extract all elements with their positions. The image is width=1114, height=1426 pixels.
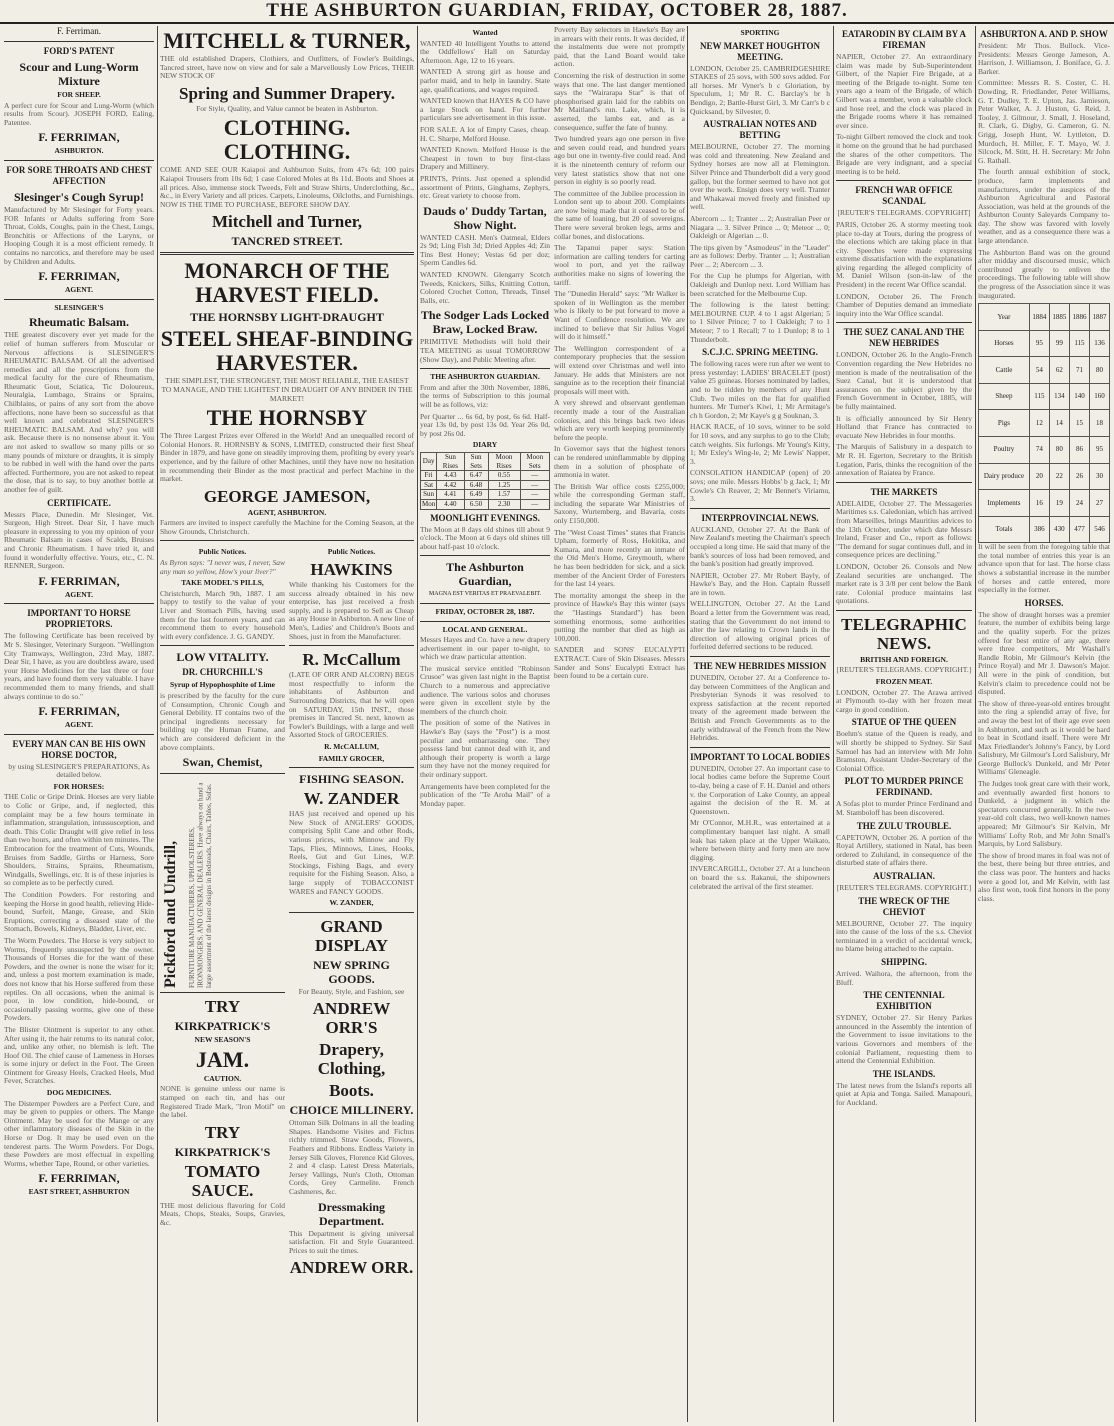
sub-column bbox=[554, 26, 685, 811]
column-5 bbox=[836, 26, 972, 1422]
body-text: LONDON, October 25. CAMBRIDGESHIRE STAKES of 25 sovs, with 500 sovs added. For all horses. Mr Vyner's b c Gloriation, by Speculum, 1; Mr R. C. Barclay's br h Bendigo, 2; Battle-Hurst Girl, 3. Mr Carr's b c Quicksand, by Silvester, 0. bbox=[690, 63, 830, 116]
swan-chemist: Swan, Chemist, bbox=[182, 755, 263, 770]
entries-table: Year 1884 1885 1886 1887 Horses 95 99 115 136 Cattle 54 62 71 80 Sheep 115 134 140 160 Pigs 12 14 15 18 Poultry 74 80 86 95 Dairy produce 20 22 26 30 Implements 16 19 24 27 Totals 386 430 477 546 bbox=[978, 303, 1110, 543]
fishing-season: FISHING SEASON. bbox=[299, 772, 404, 787]
classified: WANTED KNOWN. Glengarry Scotch Tweeds, Knickers, Silks, Knitting Cotton, Colored Crochet Cotton, Threads, Tinsel Balls, etc. bbox=[420, 270, 550, 305]
pickford-block bbox=[160, 778, 285, 988]
cough-title: Slesinger's Cough Syrup! bbox=[13, 189, 145, 204]
sub-column bbox=[420, 26, 550, 811]
islands: THE ISLANDS. bbox=[872, 1068, 936, 1079]
sub-column bbox=[160, 545, 285, 1279]
zander: W. ZANDER bbox=[303, 789, 400, 809]
moonlight: MOONLIGHT EVENINGS. bbox=[430, 512, 540, 523]
kirkpatrick-2: KIRKPATRICK'S bbox=[174, 1144, 271, 1159]
wreck: THE WRECK OF THE CHEVIOT bbox=[858, 895, 950, 917]
body-text: The "West Coast Times" states that Francis Upham, formerly of Ross, Hokitika, and Kumara, and more recently an inmate of the Old Men's Home, Greymouth, where he has been bedridden for sick, and a sick member of the Ancient Order of Foresters for the last 14 years. bbox=[554, 527, 685, 589]
body-text: President: Mr Thos. Bullock. Vice-Presidents: Messrs George Jameson, A. Harrison, J. Williamson, J. Boniface, G. J. Barker. bbox=[978, 41, 1110, 76]
body-text: The show of three-year-old entires brought into the ring a splendid array of five, for and away the best lot of their age ever seen in Ashburton, and such as it would be hard to beat in Scotland itself. There were Mr Max Friedlander's Johnny's Fancy, by Lord Salisbury, Mr Gilmour's Lord Salisbury, Mr George Bullock's Dunkeld, and Mr Peter Williams' Gleneagle. bbox=[978, 698, 1110, 777]
masthead-title: THE ASHBURTON GUARDIAN, FRIDAY, OCTOBER 28, 1887. bbox=[266, 0, 848, 21]
take-pills: TAKE MODEL'S PILLS, bbox=[181, 578, 264, 588]
body-text: LONDON, October 26. The French Chamber of Deputies demand an immediate inquiry into the War Office scandal. bbox=[836, 291, 972, 318]
body-text: It is officially announced by Sir Henry Holland that France has contracted to evacuate New Hebrides in four months. bbox=[836, 413, 972, 440]
body-text: It will be seen from the foregoing table that the total number of entries this year is an advance upon that for last. The horse class shows a substantial increase in the number of horses and cattle entered, more especially in the former. bbox=[978, 542, 1110, 595]
body-text: Ottoman Silk Dolmans in all the leading Shapes. Handsome Visites and Fichus richly trimmed. Straw Goods, Flowers, Feathers and Ribbons. Endless Variety in Jersey Silk Gloves, Florence Kid Gloves, 2 and 4 clasp. Latest Dress Materials, Jersey Vallings, Nun's Cloth, Ottoman Cords, Grey Carmelite. French Cashmeres, &c. bbox=[289, 1118, 414, 1197]
body-text: Messrs Hayes and Co. have a new drapery advertisement in our paper to-night, to which we draw particular attention. bbox=[420, 635, 550, 662]
body-text: From and after the 30th November, 1886, the terms of Subscription to this journal will be as follows, viz: bbox=[420, 382, 550, 409]
body-text: NAPIER, October 27. Mr Robert Bayly, of Hawke's Bay, and the Hon. Captain Russell are in town. bbox=[690, 570, 830, 597]
hornsby-heading: THE HORNSBY bbox=[206, 405, 368, 431]
family-grocer: FAMILY GROCER, bbox=[318, 753, 385, 763]
body-text: LONDON, October 26. In the Anglo-French Convention regarding the New Hebrides no mention is made of the neutralisation of the Suez Canal, but it is understood that assurances on the subject given by the French Government in October, 1885, will be fully maintained. bbox=[836, 350, 972, 411]
column-rule bbox=[687, 26, 688, 1422]
balsam-title: Rheumatic Balsam. bbox=[29, 315, 129, 330]
andrew-orr-2: ANDREW ORR. bbox=[289, 1258, 414, 1278]
important-heading: IMPORTANT TO HORSE PROPRIETORS. bbox=[27, 608, 131, 630]
classified: WANTED 40 Intelligent Youths to attend the Oddfellows' Hall on Saturday Afternoon. Age, 12 to 16 years. bbox=[420, 38, 550, 65]
classified: WANTED CASH. Men's Oatmeal, Elders 2s 9d; Ling Fish 3d; Dried Apples 4d; Zin Tins Best Honey; Vestas 6d per doz; Sperm Candles 6d. bbox=[420, 232, 550, 268]
public-notices: Public Notices. bbox=[198, 547, 247, 557]
body-text: The Moon at 8 days old shines till about 9 o'clock. The Moon at 6 days old shines till about half-past 10 o'clock. bbox=[420, 524, 550, 551]
body-text: A Sofas plot to murder Prince Ferdinand and M. Stamboloff has been discovered. bbox=[836, 799, 972, 817]
body-text: The Wellington correspondent of a contemporary prophecies that the session will extend over Christmas and well into January. He adds that Ministers are not sanguine as to the reception their financial proposals will meet with. bbox=[554, 343, 685, 396]
dauds-heading: Dauds o' Duddy Tartan, Show Night. bbox=[423, 203, 547, 232]
body-text: While thanking his Customers for the success already obtained in his new enterprise, has just received a fresh supply, and is prepared to Sell as Cheap as any House in Ashburton. A new line of Men's, Ladies' and Children's Boots and Shoes, just in from the Manufacturer. bbox=[289, 580, 414, 641]
newmarket: NEW MARKET HOUGHTON MEETING. bbox=[699, 40, 821, 62]
sporting: SPORTING bbox=[740, 28, 780, 37]
public-notices: Public Notices. bbox=[327, 547, 376, 557]
monarch-heading: MONARCH OF THE HARVEST FIELD. bbox=[184, 258, 390, 308]
body-text: The Blister Ointment is superior to any other. After using it, the hair returns to its natural color, and, unlike any other, no blemish is left. The Hoof Oil. The chief cause of Lameness in Horses is some injury or defect in the Foot. The Green Ointment for Greasy Heels, Cracked Heels, Mud Fever, Scratches. bbox=[4, 1024, 154, 1086]
body-text: MELBOURNE, October 27. The inquiry into the cause of the loss of the s.s. Cheviot terminated in a verdict of accidental wreck, no blame being attached to the captain. bbox=[836, 918, 972, 954]
ford-title: Scour and Lung-Worm Mixture bbox=[19, 60, 139, 88]
hawkins: HAWKINS bbox=[310, 560, 393, 580]
body-text: The mortality amongst the sheep in the province of Hawke's Bay this winter (says the "Hastings Standard") has been something enormous, some authorities putting the number that died as high as 100,000. bbox=[554, 590, 685, 643]
hornsby-light: THE HORNSBY LIGHT-DRAUGHT bbox=[190, 310, 384, 325]
body-text: For Style, Quality, and Value cannot be beaten in Ashburton. bbox=[196, 103, 378, 113]
guardian-head: THE ASHBURTON GUARDIAN. bbox=[430, 372, 540, 382]
body-text: NONE is genuine unless our name is stamped on each tin, and has our Registered Trade Mark, "Iron Motif" on the label. bbox=[160, 1084, 285, 1120]
body-text: Christchurch, March 9th, 1887. I am happy to testify to the value of your Liver and Stomach Pills, having used them for the last fourteen years, and can recommend them to every household with every confidence. J. G. GANDY. bbox=[160, 588, 285, 641]
body-text: Per Quarter ... 6s 6d, by post, 6s 6d. Half-year 13s 0d, by post 13s 0d. Year 26s 0d, by post 26s 0d. bbox=[420, 411, 550, 438]
horses-heading: HORSES. bbox=[1024, 597, 1064, 608]
body-text: PARIS, October 26. A stormy meeting took place to-day at Tours, during the progress of the elections which are taking place in that city. Speeches were made expressing extreme dissatisfaction with the explanations giving regarding the alleged complicity of M. Daniel Wilson (son-in-law of the President) in the recent War Office scandal. bbox=[836, 219, 972, 290]
body-text: THE old established Drapers, Clothiers, and Outfitters, of Fowler's Buildings, Tancred street, have now on view and for sale a Marvellously Low Prices, THEIR NEW STOCK OF bbox=[160, 54, 414, 81]
agent-ashburton: AGENT, ASHBURTON. bbox=[247, 507, 327, 517]
paper-title: The Ashburton Guardian, bbox=[446, 560, 524, 589]
body-text: [REUTER'S TELEGRAMS. COPYRIGHT.] bbox=[836, 665, 972, 675]
for-horses: FOR HORSES: bbox=[53, 781, 105, 791]
classified: PRINTS, Prints. Just opened a splendid assortment of Prints, Ginghams, Zephyrs, etc. Great variety to choose from. bbox=[420, 173, 550, 201]
body-text: FURNITURE MANUFACTURERS, UPHOLSTERERS, IRONMONGERS, AND GENERAL DEALERS. Have always on hand a large assortment of the latest designs in Bedsteads, Chairs, Tables, Sofas. bbox=[188, 782, 214, 989]
grand-display: GRAND DISPLAY bbox=[314, 916, 389, 955]
body-text: SANDER and SONS' EUCALYPTI EXTRACT. Cure of Skin Diseases. Messrs Sander and Sons' Eucalypti Extract has been found to be a certain cure. bbox=[554, 645, 685, 681]
body-text: The Ashburton Band was on the ground after midday and discoursed music, which contributed greatly to enliven the proceedings. The following table will show the progress of the Association since it was inaugurated. bbox=[978, 247, 1110, 300]
column-rule bbox=[157, 26, 158, 1422]
east-street: EAST STREET, ASHBURTON bbox=[28, 1187, 130, 1197]
body-text: AUCKLAND, October 27. At the Bank of New Zealand's meeting the Chairman's speech occupied a long time. He said that many of the bank's sources of loss had been removed, and the bank's position had greatly improved. bbox=[690, 524, 830, 569]
column-rule bbox=[833, 26, 834, 1422]
sodger-heading: The Sodger Lads Locked Braw, Locked Braw. bbox=[420, 308, 550, 337]
statue: STATUE OF THE QUEEN bbox=[851, 717, 957, 728]
steel-sheaf: STEEL SHEAF-BINDING HARVESTER. bbox=[160, 326, 414, 376]
body-text: LONDON, October 27. The Arawa arrived at Plymouth to-day with her frozen meat cargo in good condition. bbox=[836, 687, 972, 714]
telegraphic: TELEGRAPHIC NEWS. bbox=[841, 614, 967, 653]
body-text: The Distemper Powders are a Perfect Cure, and may be given to puppies or others. The Mange Ointment. May be used for the Mange or any other inflammatory diseases of the Skin in the Horse or Dog. It may be used even on the tenderest parts. The Worm Powders. For Dogs, these Powders are most effectual in expelling Worms, whether Tape, Round, or other varieties. bbox=[4, 1098, 154, 1168]
body-text: In Governor says that the highest tenors can be rendered uninflammable by dipping them in a solution of phosphate of ammonia in water. bbox=[554, 444, 685, 480]
australian: AUSTRALIAN. bbox=[873, 870, 935, 881]
date: FRIDAY, OCTOBER 28, 1887. bbox=[435, 606, 535, 616]
body-text: The following races were run after we went to press yesterday: LADIES' BRACELET (post) value 25 guineas. Horses nominated by ladies, and to be ridden by members of any Hunt Club. Two miles on the flat for qualified hunters. Mr Turner's Kiwi, 1; Mr Armitage's ch h Gordon, 2; Mr Kaye's g g Souknan, 3. bbox=[690, 359, 830, 420]
drapery: Drapery, Clothing, bbox=[317, 1040, 386, 1079]
zulu: THE ZULU TROUBLE. bbox=[856, 820, 952, 831]
body-text: The show of brood mares in foal was not of the best, there being but three entries, and the class was poor. The hunters and hacks were a good lot, and Mr Kelvin, with last also first won, took first honors in the pony class. bbox=[978, 850, 1110, 903]
classified: PRIMITIVE Methodists will hold their TEA MEETING as usual TOMORROW (Show Day), and Public Meeting after. bbox=[420, 337, 550, 364]
body-text: Concerning the risk of destruction in some ways that one. The last danger mentioned says the "Wairarapa Star" is that of phosphorised grain laid for the rabbits on Mr Maitland's run. Lake, which, it is asserted, the lambs eat, and as a consequence, suffer the fate of bunny. bbox=[554, 70, 685, 132]
body-text: The following is the latest betting: MELBOURNE CUP. 4 to 1 agst Algerian; 5 to 1 Silver Prince; 7 to 1 Oakleigh; 7 to 1 Meteor; 7 to 1 Recall; 7 to 1 Dunlop; 8 to 1 Thunderbolt. bbox=[690, 300, 830, 344]
kirkpatrick: KIRKPATRICK'S bbox=[174, 1019, 271, 1034]
body-text: MELBOURNE, October 27. The morning was cold and threatening. New Zealand and Sydney horses are now all at Flemington. Silver Prince and Thunderbolt did a very good gallop, but the former seemed to have not got over the work. Ensign does very well. Tranter and Whakawai moved freely and finished up well. bbox=[690, 142, 830, 212]
body-text: Committee: Messrs R. S. Coster, C. H. Dowding, R. Friedlander, Peter Williams, G. T. Dudley, T. E. Upton, Jas. Jamieson, Peter Walker, A. J. Huston, G. Reid, J. Tooley, J. Gilmour, J. Small, J. Hoseland, R. Clark, G. Digby, G. Cameron, G. N. Grigg, Joseph Hunt, W. Lyttleton, D. Murdoch, H. Miller, F. T. Mayo, W. J. Silcock, M. Stitt, H. H. Secretary: Mr John G. Rathall. bbox=[978, 78, 1110, 165]
certificate-heading: CERTIFICATE. bbox=[47, 497, 111, 508]
mitchell-title: MITCHELL & TURNER, bbox=[163, 28, 411, 53]
column-1 bbox=[4, 26, 154, 1422]
body-text: Manufactured by Mr Slesinger for Forty years. FOR Infants or Adults suffering from Sore Throat, Colds, Coughs, pain in the Chest, Lungs, Bronchitis or Affections of the Larynx, or Hooping Cough it is a most efficient remedy. It contains no narcotics, and therefore may be used by Children and Adults. bbox=[4, 204, 154, 266]
diary-heading: DIARY bbox=[472, 440, 498, 450]
column-6 bbox=[978, 26, 1110, 1422]
suez-canal: THE SUEZ CANAL AND THE NEW HEBRIDES bbox=[843, 327, 965, 349]
body-text: [REUTER'S TELEGRAMS. COPYRIGHT.] bbox=[836, 882, 972, 892]
balsam-sub: SLESINGER'S bbox=[54, 302, 104, 312]
choice-millinery: CHOICE MILLINERY. bbox=[289, 1103, 414, 1118]
local-general: LOCAL AND GENERAL. bbox=[442, 624, 528, 634]
centennial: THE CENTENNIAL EXHIBITION bbox=[863, 990, 945, 1012]
body-text: SYDNEY, October 27. Sir Henry Parkes announced in the Assembly the intention of the Government to issue invitations to the various Governors and members of the colonial Parliament, requesting them to attend the Centennial Exhibition. bbox=[836, 1013, 972, 1066]
body-text: The Three Largest Prizes ever Offered in the World! And an unequalled record of Colonial Honors. R. HORNSBY & SONS, LIMITED, constructed their first Sheaf Binder in 1879, and have gone on steadily improving them, profiting by every year's experience, and by the failure of other Machines, until they have now no hesitation in recommending their Binder as the most practical and perfect Machine in the market. bbox=[160, 431, 414, 484]
body-text: HAS just received and opened up his New Stock of ANGLERS' GOODS, comprising Split Cane and other Rods, various prices, with Minnow and Fly Taps, Flies, Minnows, Lines, Hooks, Reels, Gut and Gut Lines, W.P. Stockings, Fishing Bags, and every requisite for the Fishing Season. Also, a large supply of TOBACCONIST WARES and FANCY GOODS. bbox=[289, 809, 414, 896]
eatarodin: EATARODIN BY CLAIM BY A FIREMAN bbox=[841, 29, 966, 50]
jam-heading: JAM. bbox=[195, 1046, 250, 1072]
interprovincial: INTERPROVINCIAL NEWS. bbox=[701, 512, 819, 523]
body-text: A very shrewd and observant gentleman recently made a tour of the Australian colonies, and this brings back two ideas which are very worth keeping prominently before the people. bbox=[554, 398, 685, 442]
frozen-meat: FROZEN MEAT. bbox=[875, 677, 933, 687]
new-spring: NEW SPRING GOODS. bbox=[313, 957, 390, 986]
body-text: THE Colic or Gripe Drink. Horses are very liable to Colic or Gripe, and, if neglected, this complaint may be a few hours terminate in inflammation, strangulation, intussusception, and death. This Colic Draught will give relief in less than two hours, and often within ten minutes. The Embrocation for the treatment of Cuts, Wounds, Bruises from Saddle, Girths or Harness, Sore Shoulders, Strains, Sprains, Rheumatism, Windgalls, Swellings, etc. It is of these injuries is so complete as to be perfectly cured. bbox=[4, 792, 154, 888]
mitchell-turner: Mitchell and Turner, bbox=[211, 212, 363, 232]
body-text: (LATE OF ORR AND ALCORN) BEGS most respectfully to inform the inhabitants of Ashburton and Surrounding Districts, that he will open on SATURDAY, 15th INST., those premises in Tancred St. next, known as Fowler's Buildings, with a large and well Assorted Stock of GROCERIES. bbox=[289, 670, 414, 740]
tomato-sauce: TOMATO SAUCE. bbox=[184, 1161, 261, 1200]
body-text: To-night Gilbert removed the clock and took it home on the ground that he had purchased the shares of the other competitors. The Brigade are very indignant, and a special meeting is to be held. bbox=[836, 132, 972, 176]
agent-label: AGENT. bbox=[65, 720, 93, 730]
andrew-orr: ANDREW ORR'S bbox=[312, 999, 391, 1038]
markets: THE MARKETS bbox=[870, 486, 938, 497]
body-text: The Judges took great care with their work, and eventually awarded first honors to Dunkeld, a judgment in which the spectators concurred generally. In the two-year-old colt class, two well-known names appeared; Mr Gilmour's Sir Kelvin, Mr Williams' Lofty Rob, and Mr John Small's Marquis, by Lord Salisbury. bbox=[978, 779, 1110, 849]
body-text: The Worm Powders. The Horse is very subject to Worms, frequently unsuspected by the owner. Thousands of Horses die for the want of these Powders, and the owner is none the wiser for it; and, unless a post mortem examination is made, does not know that his Horse suffered from these reptiles. On all occasions, when the animal is poor, in low condition, hide-bound, or occasionally passing worms, give one of these Powders. bbox=[4, 935, 154, 1023]
scjc: S.C.J.C. SPRING MEETING. bbox=[702, 347, 818, 358]
hypo-title: Syrup of Hypophosphite of Lime bbox=[169, 680, 276, 690]
body-text: [REUTER'S TELEGRAMS. COPYRIGHT] bbox=[837, 208, 971, 218]
body-text: Poverty Bay selectors in Hawke's Bay are in arrears with their rents. It was decided, if the instalments due were not promptly paid, that the Land Board would take action. bbox=[554, 26, 685, 69]
body-text: The fourth annual exhibition of stock, produce, farm implements and manufactures, under the auspices of the Ashburton Agricultural and Pastoral Association, was held at the grounds of the Ashburton County Saleyards Company to-day. The show was favored with lovely weather, and as a consequence there was a large attendance. bbox=[978, 167, 1110, 246]
ferriman-name: F. FERRIMAN, bbox=[38, 269, 120, 284]
body-text: The committee of the Jubilee procession in London sent up to about 200. Complaints are now being made that it ceased to be of the same of loaning, but 20 of sovereigns. There were several broken legs, arms and collar bones, and dislocations. bbox=[554, 188, 685, 241]
george-jameson: GEORGE JAMESON, bbox=[203, 486, 371, 506]
body-text: DUNEDIN, October 27. An important case to local bodies came before the Supreme Court to-day, being a case of F. H. Daniel and others v. the Corporation of Lake County, an appeal against the decision of the R. M. at Queenstown. bbox=[690, 763, 830, 816]
hebrides-mission: THE NEW HEBRIDES MISSION bbox=[693, 661, 827, 672]
ferriman-name: F. FERRIMAN, bbox=[38, 130, 120, 145]
body-text: The following Certificate has been received by Mr S. Slesinger, Veterinary Surgeon. "Wellington City Tramways, Wellington, 23rd May, 1887. Dear Sir, I have, as you are doubtless aware, used your Horse Medicines for the last three or four years, and have found them very valuable. I have recommended them to many friends, and shall always continue to do so." bbox=[4, 631, 154, 701]
diary-table: Day Sun Rises Sun Sets Moon Rises Moon Sets Fri 4.43 6.47 0.55 — Sat 4.42 6.48 1.25 — Sun 4.41 6.49 1.57 — Mon 4.40 6.50 2.30 — bbox=[420, 452, 550, 510]
body-text: As Byron says: "I never was, I never, Saw any man so yellow, How's your liver?" bbox=[160, 558, 285, 576]
ferriman-top: F. Ferriman. bbox=[56, 26, 102, 36]
body-text: The tips given by "Asmodeus" in the "Leader" are as follows: Derby. Tranter ... 1; Australian Peer ... 2; Abercorn ... 3. bbox=[690, 242, 830, 269]
caution-heading: CAUTION. bbox=[203, 1073, 242, 1083]
body-text: Messrs Place, Dunedin. Mr Slesinger, Vet. Surgeon, High Street. Dear Sir, I have much pleasure in expressing to you my opinion of your Rheumatic Balsam in cases of Scalds, Bruises and Chronic Rheumatism. I have tried it, and found it wonderfully effective. Yours, etc., C. N. RENNER, Surgeon. bbox=[4, 509, 154, 571]
body-text: The position of some of the Natives in Hawke's Bay (says the "Post") is a most peculiar and embarrassing one. They possess land but cannot deal with it, and although their property is worth a large sum they have not the money required for their ordinary support. bbox=[420, 718, 550, 779]
column-2 bbox=[160, 26, 414, 1422]
ferriman-name: F. FERRIMAN, bbox=[38, 1171, 120, 1186]
try-heading: TRY bbox=[204, 997, 241, 1017]
classified: FOR SALE. A lot of Empty Cases, cheap. H. C. Sharpe, Melford House. bbox=[420, 124, 550, 143]
body-text: THE most delicious flavoring for Cold Meats, Chops, Steaks, Soups, Gravies, &c. bbox=[160, 1200, 285, 1227]
body-text: COME AND SEE OUR Kaiapoi and Ashburton Suits, from 47s 6d; 100 pairs Kaiapoi Trousers from 10s 6d; 1 case Colored Moles at 8s 11d. Boots and Shoes at all prices. Also, immense stock Tweeds, Felt and Straw Shirts, Underclothing, &c., &c., in Every Variety and all prices. Carpets, Linoleums, Oilcloths, and Furnishings. NOW IS THE TIME TO PURCHASE, BEFORE SHOW DAY. bbox=[160, 165, 414, 209]
classified: WANTED Known. Melford House is the Cheapest in town to buy first-class Drapery and Millinery. bbox=[420, 145, 550, 172]
important-local: IMPORTANT TO LOCAL BODIES bbox=[690, 751, 830, 762]
body-text: WELLINGTON, October 27. At the Land Board a letter from the Government was read, stating that the Government do not intend to alter the law relating to Crown lands in the direction of allowing original prices of forfeited deferred sections to be reduced. bbox=[690, 599, 830, 652]
ferriman-place: ASHBURTON. bbox=[54, 146, 104, 156]
body-text: Arrangements have been completed for the publication of the "Te Aroha Mail" of a Monday paper. bbox=[420, 781, 550, 808]
body-text: The British War office costs £255,000; while the corresponding German staff, including the separate War Ministries of Saxony, Wurtemberg, and Bavaria, costs only £150,000. bbox=[554, 481, 685, 526]
new-season: NEW SEASON'S bbox=[194, 1035, 251, 1045]
zander-2: W. ZANDER, bbox=[329, 898, 374, 908]
tancred-street: TANCRED STREET. bbox=[231, 234, 343, 249]
churchill: DR. CHURCHILL'S bbox=[182, 667, 263, 678]
try-heading-2: TRY bbox=[204, 1122, 241, 1142]
agent-label: AGENT. bbox=[65, 589, 93, 599]
body-text: Mr O'Connor, M.H.R., was entertained at a complimentary banquet last night. A small leak has taken place at the Upper Waikato, where between thirty and forty men are now digging. bbox=[690, 818, 830, 862]
body-text: THE SIMPLEST, THE STRONGEST, THE MOST RELIABLE, THE EASIEST TO MANAGE, AND THE LIGHTEST IN DRAUGHT OF ANY BINDER IN THE MARKET! bbox=[161, 376, 413, 403]
ford-heading: FORD'S PATENT bbox=[43, 46, 115, 56]
plot: PLOT TO MURDER PRINCE FERDINAND. bbox=[844, 776, 964, 798]
body-text: The musical service entitled "Robinson Crusoe" was given last night in the Baptist Church to a numerous and appreciative audience. The various solos and choruses were given in excellent style by the members of the church choir. bbox=[420, 663, 550, 716]
body-text: INVERCARGILL, October 27. At a luncheon on board the s.s. Rakanui, the shipowners celebrated the arrival of the first steamer. bbox=[690, 864, 830, 891]
pickford-title: Pickford and Undrill, bbox=[161, 841, 179, 989]
body-text: by using SLESINGER'S PREPARATIONS, As detailed below. bbox=[8, 761, 150, 780]
throat-heading: FOR SORE THROATS AND CHEST AFFECTION bbox=[6, 164, 152, 186]
sub-column bbox=[289, 545, 414, 1279]
column-rule bbox=[417, 26, 418, 1422]
low-vitality: LOW VITALITY. bbox=[176, 650, 269, 665]
clothing-heading: CLOTHING. CLOTHING. bbox=[223, 115, 351, 165]
french-scandal: FRENCH WAR OFFICE SCANDAL bbox=[855, 185, 953, 207]
body-text: LONDON, October 26. Consols and New Zealand securities are unchanged. The market rate is 3 3/8 per cent below the Bank rate. Colonial produce maintains last quotations. bbox=[836, 561, 972, 606]
classified: WANTED A strong girl as house and parlor maid, and to help in laundry. State age, qualifications, and wages required. bbox=[420, 67, 550, 94]
shipping: SHIPPING. bbox=[881, 956, 927, 967]
ferriman-name: F. FERRIMAN, bbox=[38, 704, 120, 719]
body-text: The show of draught horses was a premier feature, the number of exhibits being large and the quality superb. For the prizes offered for best entire of any age, there were three competitors, Mr Washall's Randle Robin, Mr Gilmour's Kelvin (the Prince Royal) and Mr J. Dawson's Major. All were in the pink of condition, but Kelvin's claim to precedence could not be disputed. bbox=[978, 609, 1110, 697]
body-text: THE greatest discovery ever yet made for the relief of human sufferers from Muscular or Nervous affections is SLESINGER'S RHEUMATIC BALSAM. Of all the advertised remedies and all the prescriptions from the medical faculty for the cure of Rheumatism, Rheumatic Gout, Sciatica, Tic Doloureux, Neuralgia, Lumbago, Strains or Sprains, Chilblains, or pains of any sort from the above affections, none have been so successful as that well known and celebrated SLESINGER'S RHEUMATIC BALSAM. And why? you will ask. Because there is no nonsense about it. You are not asked to swallow so many pills or so many pounds of mixture or draughts, it is simply to be rubbed in well with the hand over the parts affected. Furthermore, you are not asked to repeat the dose, that is to say, to buy another bottle at another fee of guilt. bbox=[4, 330, 154, 494]
body-text: Abercorn ... 1; Tranter ... 2; Australian Peer or Niagara ... 3. Silver Prince ... 0; Meteor ... 0; Oakleigh or Algerian ... 0. bbox=[690, 213, 830, 241]
dressmaking: Dressmaking Department. bbox=[317, 1199, 386, 1228]
body-text: ADELAIDE, October 27. The Messageries Maritimes s.s. Caledonian, which has arrived from Marseilles, brings Mauritius advices to the 13th October, under which date Messrs Ireland, Fraser and Co., report as follows: "The demand for sugar continues dull, and in consequence prices are declining." bbox=[836, 498, 972, 560]
mccallum-2: R. McCALLUM, bbox=[324, 741, 379, 751]
mccallum: R. McCallum bbox=[302, 650, 401, 670]
every-man-heading: EVERY MAN CAN BE HIS OWN HORSE DOCTOR, bbox=[12, 738, 146, 760]
spring-summer: Spring and Summer Drapery. bbox=[179, 83, 395, 103]
body-text: The Condition Powders. For restoring and keeping the Horse in good health, relieving Hide-bound, Surfeit, Mange, Grease, and Skin Eruptions, correcting a diseased state of the Stomach, Bowels, Kidneys, Bladder, Liver, etc. bbox=[4, 890, 154, 934]
column-4 bbox=[690, 26, 830, 1422]
show-heading: ASHBURTON A. AND P. SHOW bbox=[980, 29, 1108, 39]
body-text: This Department is giving universal satisfaction. Fit and Style Guaranteed. Prices to suit the times. bbox=[289, 1228, 414, 1255]
body-text: HACK RACE, of 10 sovs, winner to be sold for 10 sovs, and any surplus to go to the Club; catch weights. Six furlongs. Mr Young's Kitty, 1; Mr Exley's Wing-le, 2; Mr Lewis' Napper, 3. bbox=[690, 422, 830, 466]
body-text: The Tapanui paper says: Station information are calling tenders for carting wool to port, and yet the railway authorities make no signs of lowering the tariff. bbox=[554, 243, 685, 287]
boots: Boots. bbox=[329, 1081, 374, 1101]
body-text: CONSOLATION HANDICAP (open) of 20 sovs; one mile. Messrs Hobbs' b g Jack, 1; Mr Cowle's Ch Reaver, 2; Mr Bennet's Viriamu, 3. bbox=[690, 468, 830, 504]
body-text: For Beauty, Style, and Fashion, see bbox=[298, 986, 405, 996]
dog-medicines: DOG MEDICINES. bbox=[46, 1088, 112, 1098]
body-text: NAPIER, October 27. An extraordinary claim was made by Sub-Superintendent Gilbert, of the Napier Fire Brigade, at a meeting of the Brigade to-night. Some ten years ago a team of the Brigade, of which Gilbert was a member, won a valuable clock and hose reel, and the clock was placed in the Brigade rooms where it has remained ever since. bbox=[836, 52, 972, 130]
body-text: The latest news from the Island's reports all quiet at Apia and Tonga. Sailed. Manapouri, for Auckland. bbox=[836, 1080, 972, 1107]
column-rule bbox=[975, 26, 976, 1422]
body-text: Arrived. Waihora, the afternoon, from the Bluff. bbox=[836, 968, 972, 987]
british-foreign: BRITISH AND FOREIGN. bbox=[860, 654, 948, 664]
australian-notes: AUSTRALIAN NOTES AND BETTING bbox=[703, 119, 817, 141]
body-text: For the Cup he plumps for Algerian, with Oakleigh and Dunlop next. Lord William has been scratched for the Melbourne Cup. bbox=[690, 271, 830, 298]
classified: WANTED known that HAYES & CO have a large Stock on hand. For further particulars see advertisement in this issue. bbox=[420, 96, 550, 123]
body-text: Two hundred years ago one person in five and seven could read, and hundred years ago but one in twenty-five could read. And it is the nineteenth century of reform our very latest statistics show that not one person in eighty is so poorly read. bbox=[554, 134, 685, 187]
agent-label: AGENT. bbox=[65, 285, 93, 295]
body-text: is prescribed by the faculty for the cure of Consumption, Chronic Cough and General Debility. IT contains two of the principal ingredients necessary for building up the Human Frame, and which are considered deficient in the above complaints. bbox=[160, 691, 285, 752]
body-text: Boehm's statue of the Queen is ready, and will shortly be shipped to Sydney. Sir Saul Samuel has had an interview with Mr John Bramston, Assistant Under-Secretary of the Colonial Office. bbox=[836, 729, 972, 773]
wanted-heading: Wanted bbox=[472, 28, 498, 37]
ferriman-name: F. FERRIMAN, bbox=[38, 573, 120, 588]
body-text: A perfect cure for Scour and Lung-Worm (which results from Scour). JOSEPH FORD, Ealing, Patentee. bbox=[4, 100, 154, 127]
body-text: DUNEDIN, October 27. At a Conference to-day between Committees of the Anglican and Presbyterian Synods it was resolved to express satisfaction at the recent reported treaty of the agreement made between the British and French Governments as to the early withdrawal of the French from the New Hebrides. bbox=[690, 673, 830, 743]
body-text: CAPETOWN, October 26. A portion of the Royal Artillery, stationed in Natal, has been ordered to Zululand, in consequence of the disturbed state of affairs there. bbox=[836, 832, 972, 868]
body-text: Farmers are invited to inspect carefully the Machine for the Coming Season, at the Show Grounds, Christchurch. bbox=[160, 518, 414, 536]
column-3 bbox=[420, 26, 685, 1422]
motto: MAGNA EST VERITAS ET PRAEVALEBIT. bbox=[428, 591, 542, 598]
ford-sub: FOR SHEEP. bbox=[57, 90, 101, 99]
masthead bbox=[0, 0, 1114, 24]
body-text: The Marquis of Salisbury in a despatch to Mr R. H. Egerton, Secretary to the British Legation, Paris, thinks the recognition of the annexation of Raiatea by France. bbox=[836, 442, 972, 478]
body-text: The "Dunedin Herald" says: "Mr Walker is spoken of in Wellington as the member who is likely to be put forward to move a Want of Confidence resolution. We are inclined to believe that Sir Julius Vogel will do it himself." bbox=[554, 289, 685, 342]
